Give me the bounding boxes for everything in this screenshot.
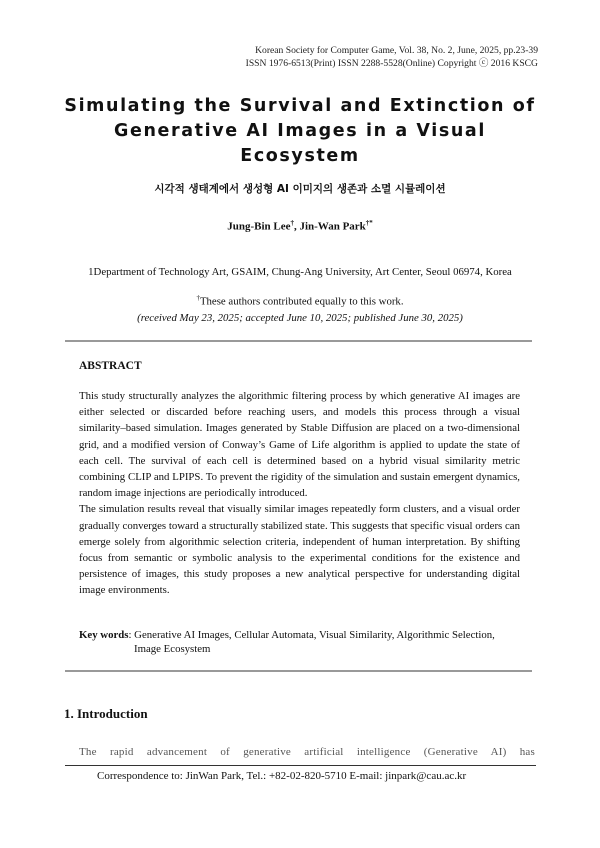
keywords-line-2: Image Ecosystem: [134, 643, 211, 655]
abstract-paragraph: The simulation results reveal that visually similar images repeatedly form clusters, and a visual order gradually converges toward a structurally stabilized state. This suggests that specific visual orders can emerge solely from algorithmic selection criteria, independent of human interpretation. By shifting focus from semantic or symbolic analysis to the experimental conditions for the existence and persistence of images, this study proposes a new analytical perspective for understanding digital image environments.: [79, 503, 520, 597]
affiliation: 1Department of Technology Art, GSAIM, Chung-Ang University, Art Center, Seoul 06974, Korea: [88, 266, 512, 278]
author-name: Jin-Wan Park: [299, 220, 366, 233]
section-heading: 1. Introduction: [64, 706, 148, 721]
author-list: [0, 219, 600, 233]
keywords: [79, 627, 495, 643]
author-name: Jung-Bin Lee: [227, 220, 291, 233]
korean-title: 시각적 생태계에서 생성형 AI 이미지의 생존과 소멸 시뮬레이션: [154, 183, 446, 195]
author-separator: ,: [293, 220, 300, 233]
journal-info: [246, 44, 538, 70]
journal-issn: ISSN 1976-6513(Print) ISSN 2288-5528(Online) Copyright ⓒ 2016 KSCG: [245, 58, 538, 69]
title-line-2: Generative AI Images in a Visual: [114, 121, 486, 141]
received-dates: (received May 23, 2025; accepted June 10, 2025; published June 30, 2025): [137, 312, 463, 324]
contribution-text: These authors contributed equally to this work.: [199, 295, 404, 308]
intro-first-line: The rapid advancement of generative artificial intelligence (Generative AI) has: [79, 746, 535, 758]
contribution-note: [0, 294, 600, 308]
title-line-1: Simulating the Survival and Extinction of: [64, 96, 536, 116]
abstract-paragraph: This study structurally analyzes the algorithmic filtering process by which generative AI images are either selected or discarded before reaching users, and models this process through a visual similarity–based simulation. Images generated by Stable Diffusion are placed on a two-dimensional grid, and a modified version of Conway’s Game of Life algorithm is applied to update the state of each cell. The survival of each cell is determined based on a hybrid visual similarity metric combining CLIP and LPIPS. To prevent the rigidity of the simulation and sustain emergent dynamics, random image injections are periodically introduced.: [79, 390, 520, 500]
correspondence-footnote: Correspondence to: JinWan Park, Tel.: +82-02-820-5710 E-mail: jinpark@cau.ac.kr: [97, 770, 467, 782]
abstract-top-divider: [65, 340, 532, 342]
journal-citation: Korean Society for Computer Game, Vol. 38, No. 2, June, 2025, pp.23-39: [255, 45, 538, 56]
abstract-bottom-divider: [65, 670, 532, 672]
abstract-body: [79, 388, 520, 599]
paper-title: [0, 94, 600, 169]
title-line-3: Ecosystem: [240, 146, 360, 166]
author-mark: †: [290, 219, 294, 227]
author-mark: †*: [365, 219, 373, 227]
keywords-label: Key words: [79, 629, 129, 641]
contribution-mark: †: [196, 294, 200, 302]
keywords-line-1: : Generative AI Images, Cellular Automata, Visual Similarity, Algorithmic Selection,: [128, 629, 495, 641]
abstract-heading: ABSTRACT: [79, 360, 142, 372]
footnote-divider: [65, 765, 536, 766]
